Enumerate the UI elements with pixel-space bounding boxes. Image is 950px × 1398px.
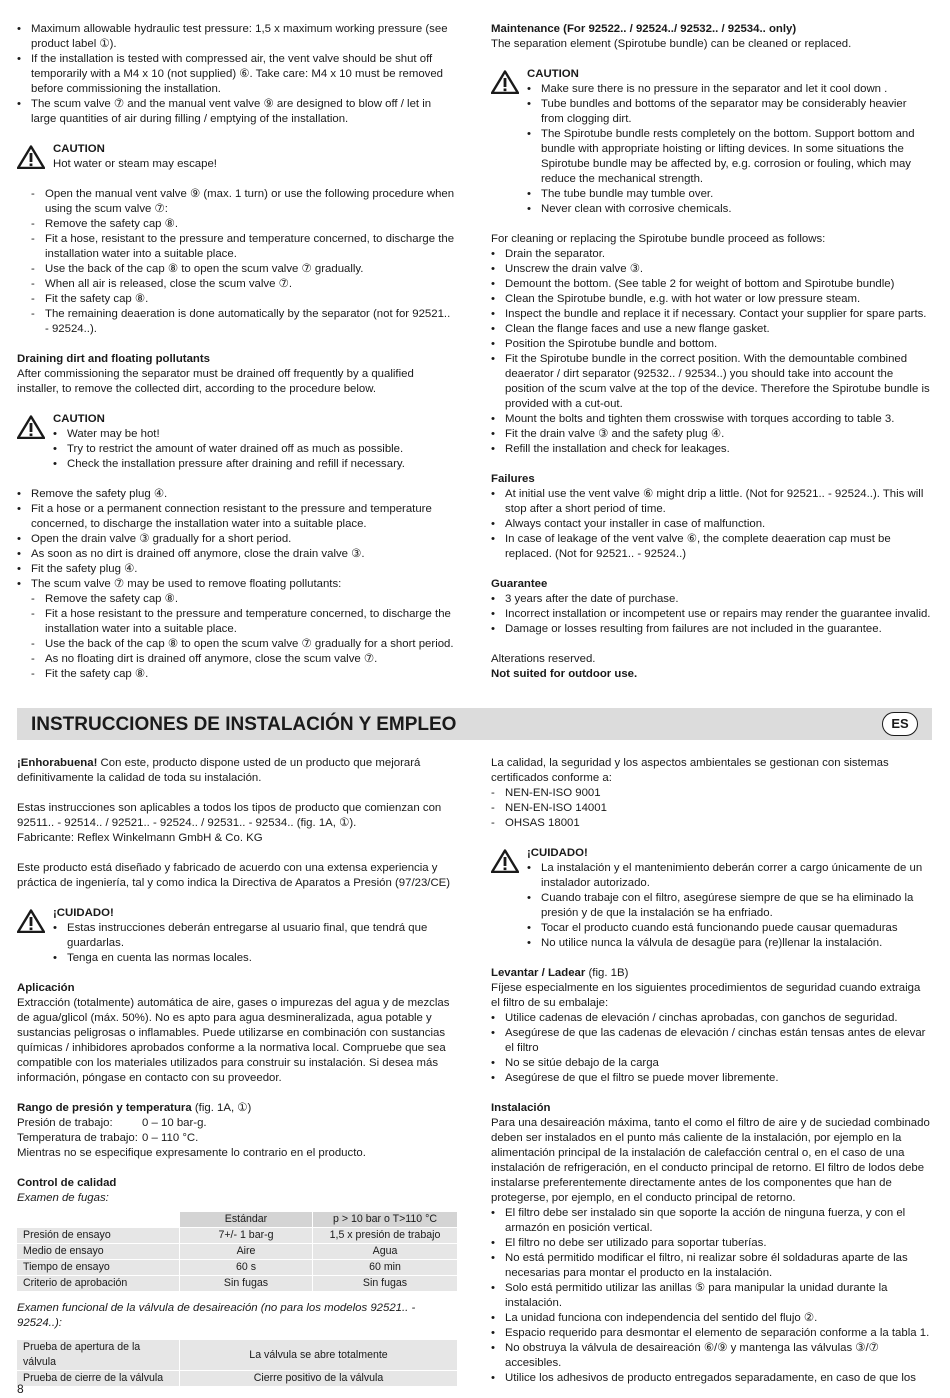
caution-block bbox=[491, 846, 932, 951]
paragraph: After commissioning the separator must be drained off frequently by a qualified installer, to remove the collected dirt, according to the procedure below. bbox=[17, 368, 414, 395]
paragraph: Este producto está diseñado y fabricado de acuerdo con una extensa experiencia y práctica de ingeniería, tal y como indica la Directiva de Aparatos a Presión (97/23/CE) bbox=[17, 862, 451, 889]
list-item: • Tube bundles and bottoms of the separator may be considerably heavier from clogging dirt. bbox=[527, 98, 907, 125]
subheading: Examen de fugas: bbox=[17, 1192, 109, 1204]
section-heading: Guarantee bbox=[491, 578, 548, 590]
paragraph: Mientras no se especifique expresamente lo contrario en el producto. bbox=[17, 1147, 366, 1159]
section-heading: Maintenance (For 92522.. / 92524../ 92532.. / 92534.. only) bbox=[491, 23, 797, 35]
list-item: • Espacio requerido para desmontar el elemento de separación conforme a la tabla 1. bbox=[491, 1327, 930, 1339]
list-item: • Clean the Spirotube bundle, e.g. with hot water or low pressure steam. bbox=[491, 293, 861, 305]
caution-title: CAUTION bbox=[527, 68, 579, 80]
list-item: • Open the drain valve ③ gradually for a short period. bbox=[17, 533, 292, 545]
table-row bbox=[17, 1244, 457, 1260]
subheading: Examen funcional de la válvula de desaireación (no para los modelos 92521.. - 92524..): bbox=[17, 1302, 416, 1329]
list-item: • Water may be hot! bbox=[53, 428, 160, 440]
section-heading: Failures bbox=[491, 473, 535, 485]
caution-text: Hot water or steam may escape! bbox=[53, 158, 217, 170]
list-item: • If the installation is tested with compressed air, the vent valve should be shut off temporarily with a M4 x 10 (not supplied) ⑥. Take care: M4 x 10 must be removed before commissioning the installation. bbox=[17, 53, 444, 95]
table-cell: Prueba de cierre de la válvula bbox=[17, 1371, 180, 1387]
list-item: • Never clean with corrosive chemicals. bbox=[527, 203, 732, 215]
list-item: - The remaining deaeration is done automatically by the separator (not for 92521.. - 92524..). bbox=[31, 308, 451, 335]
banner-title: INSTRUCCIONES DE INSTALACIÓN Y EMPLEO bbox=[31, 714, 457, 735]
paragraph: Extracción (totalmente) automática de aire, gases o impurezas del agua y de mezclas de agua/glicol (máx. 50%). No es apto para agua desmineralizada, agua potable y sustancias peligrosas o inflamables. Puede utilizarse en combinación con sustancias químicas / inhibidores aprobados conforme a la normativa local. Compruebe que sea compatible con los materiales utilizados para construir su instalación. Si desea más información, póngase en contacto con su proveedor. bbox=[17, 997, 450, 1084]
list-item: • As soon as no dirt is drained off anymore, close the drain valve ③. bbox=[17, 548, 365, 560]
list-item: • Remove the safety plug ④. bbox=[17, 488, 168, 500]
paragraph: ¡Enhorabuena! Con este, producto dispone usted de un producto que mejorará definitivamente la calidad de toda su instalación. bbox=[17, 757, 421, 784]
list-item: • El filtro debe ser instalado sin que soporte la acción de ninguna fuerza, y con el armazón en posición vertical. bbox=[491, 1207, 906, 1234]
list-item: • The scum valve ⑦ may be used to remove floating pollutants: bbox=[17, 578, 342, 590]
table-cell: p > 10 bar o T>110 °C bbox=[313, 1212, 458, 1228]
warning-icon bbox=[17, 909, 45, 933]
list-item: • Drain the separator. bbox=[491, 248, 606, 260]
section-heading: Draining dirt and floating pollutants bbox=[17, 353, 210, 365]
table-cell: 1,5 x presión de trabajo bbox=[313, 1228, 458, 1244]
paragraph: Fabricante: Reflex Winkelmann GmbH & Co. KG bbox=[17, 832, 263, 844]
table-row bbox=[17, 1276, 457, 1292]
table-row bbox=[17, 1340, 457, 1371]
table-cell: Sin fugas bbox=[180, 1276, 313, 1292]
table-row bbox=[17, 1260, 457, 1276]
english-right-column bbox=[491, 22, 932, 682]
table-cell: 7+/- 1 bar-g bbox=[180, 1228, 313, 1244]
list-item: • In case of leakage of the vent valve ⑥, the complete deaeration cap must be replaced. (Not for 92521.. - 92524..) bbox=[491, 533, 891, 560]
language-badge: ES bbox=[882, 712, 918, 736]
section-banner bbox=[17, 708, 932, 740]
table-cell: Presión de ensayo bbox=[17, 1228, 180, 1244]
section-heading: Aplicación bbox=[17, 982, 75, 994]
paragraph: La calidad, la seguridad y los aspectos ambientales se gestionan con sistemas certificados conforme a: bbox=[491, 757, 889, 784]
page-number: 8 bbox=[17, 1382, 24, 1396]
warning-icon bbox=[491, 70, 519, 94]
caution-block bbox=[491, 67, 932, 217]
list-item: - Open the manual vent valve ⑨ (max. 1 turn) or use the following procedure when using the scum valve ⑦: bbox=[31, 188, 455, 215]
list-item: • No obstruya la válvula de desaireación ⑥/⑨ y mantenga las válvulas ③/⑦ accesibles. bbox=[491, 1342, 879, 1369]
list-item: • The Spirotube bundle rests completely on the bottom. Support bottom and bundle with appropriate hoisting or lifting devices. In some situations the Spirotube bundle may be affected by, e.g. corrosion or fouling, which may reduce the mechanical strength. bbox=[527, 128, 915, 185]
list-item: • Fit the drain valve ③ and the safety plug ④. bbox=[491, 428, 725, 440]
list-item: - As no floating dirt is drained off anymore, close the scum valve ⑦. bbox=[31, 653, 378, 665]
table-cell: Criterio de aprobación bbox=[17, 1276, 180, 1292]
table-header-row bbox=[17, 1212, 457, 1228]
list-item: - Use the back of the cap ⑧ to open the scum valve ⑦ gradually. bbox=[31, 263, 364, 275]
list-item: • No se sitúe debajo de la carga bbox=[491, 1057, 659, 1069]
list-item: • Estas instrucciones deberán entregarse al usuario final, que tendrá que guardarlas. bbox=[53, 922, 428, 949]
list-item: • Asegúrese de que el filtro se puede mover libremente. bbox=[491, 1072, 779, 1084]
table-row bbox=[17, 1228, 457, 1244]
spec-row: Temperatura de trabajo: 0 – 110 °C. bbox=[17, 1132, 199, 1144]
leak-test-table bbox=[17, 1212, 457, 1292]
table-row bbox=[17, 1371, 457, 1387]
list-item: • Make sure there is no pressure in the separator and let it cool down . bbox=[527, 83, 888, 95]
list-item: - Fit the safety cap ⑧. bbox=[31, 668, 149, 680]
list-item: • Fit the Spirotube bundle in the correct position. With the demountable combined deaerator / dirt separator (92532.. / 92534..) you should take into account the position of the scum valve at the top of the device. Therefore the Spirotube bundle is provided with a cut-out. bbox=[491, 353, 930, 410]
list-item: • Mount the bolts and tighten them crosswise with torques according to table 3. bbox=[491, 413, 895, 425]
caution-block bbox=[17, 906, 457, 966]
list-item: • Fit a hose or a permanent connection resistant to the pressure and temperature concerned, to discharge the installation water into a suitable place. bbox=[17, 503, 432, 530]
paragraph: Not suited for outdoor use. bbox=[491, 668, 638, 680]
list-item: - Use the back of the cap ⑧ to open the scum valve ⑦ gradually for a short period. bbox=[31, 638, 454, 650]
section-heading: Rango de presión y temperatura (fig. 1A, ①) bbox=[17, 1102, 252, 1114]
spec-row: Presión de trabajo: 0 – 10 bar-g. bbox=[17, 1117, 207, 1129]
paragraph: Fíjese especialmente en los siguientes procedimientos de seguridad cuando extraiga el filtro de su embalaje: bbox=[491, 982, 921, 1009]
list-item: - Remove the safety cap ⑧. bbox=[31, 218, 179, 230]
paragraph: For cleaning or replacing the Spirotube bundle proceed as follows: bbox=[491, 233, 826, 245]
list-item: • Fit the safety plug ④. bbox=[17, 563, 138, 575]
list-item: • Utilice los adhesivos de producto entregados separadamente, en caso de que los bbox=[491, 1372, 916, 1384]
list-item: • El filtro no debe ser utilizado para soportar tuberías. bbox=[491, 1237, 767, 1249]
warning-icon bbox=[491, 849, 519, 873]
list-item: • Demount the bottom. (See table 2 for weight of bottom and Spirotube bundle) bbox=[491, 278, 895, 290]
caution-block bbox=[17, 142, 457, 172]
valve-test-table bbox=[17, 1340, 457, 1387]
spanish-left-column bbox=[17, 756, 457, 1387]
list-item: • No está permitido modificar el filtro, ni realizar sobre él soldaduras aparte de las necesarias para montar el producto en la instalación. bbox=[491, 1252, 908, 1279]
table-cell: 60 min bbox=[313, 1260, 458, 1276]
paragraph: The separation element (Spirotube bundle) can be cleaned or replaced. bbox=[491, 38, 852, 50]
list-item: • Unscrew the drain valve ③. bbox=[491, 263, 644, 275]
table-cell: La válvula se abre totalmente bbox=[180, 1340, 458, 1371]
table-cell: 60 s bbox=[180, 1260, 313, 1276]
caution-title: CAUTION bbox=[53, 143, 105, 155]
section-heading: Instalación bbox=[491, 1102, 551, 1114]
warning-icon bbox=[17, 415, 45, 439]
paragraph: Estas instrucciones son aplicables a todos los tipos de producto que comienzan con 92511.. - 92514.. / 92521.. - 92524.. / 92531.. - 92534.. (fig. 1A, ①). bbox=[17, 802, 442, 829]
warning-icon bbox=[17, 145, 45, 169]
list-item: - NEN-EN-ISO 9001 bbox=[491, 787, 601, 799]
table-cell: Estándar bbox=[180, 1212, 313, 1228]
table-cell: Cierre positivo de la válvula bbox=[180, 1371, 458, 1387]
list-item: • Solo está permitido utilizar las anillas ⑤ para manipular la unidad durante la instalación. bbox=[491, 1282, 888, 1309]
caution-title: ¡CUIDADO! bbox=[527, 847, 588, 859]
list-item: - OHSAS 18001 bbox=[491, 817, 580, 829]
list-item: - Fit a hose resistant to the pressure and temperature concerned, to discharge the installation water into a suitable place. bbox=[31, 608, 451, 635]
list-item: • La unidad funciona con independencia del sentido del flujo ②. bbox=[491, 1312, 818, 1324]
table-cell: Agua bbox=[313, 1244, 458, 1260]
caution-title: ¡CUIDADO! bbox=[53, 907, 114, 919]
list-item: • No utilice nunca la válvula de desagüe para (re)llenar la instalación. bbox=[527, 937, 883, 949]
list-item: • Clean the flange faces and use a new flange gasket. bbox=[491, 323, 770, 335]
table-cell: Aire bbox=[180, 1244, 313, 1260]
table-cell: Sin fugas bbox=[313, 1276, 458, 1292]
list-item: • Asegúrese de que las cadenas de elevación / cinchas están tensas antes de elevar el filtro bbox=[491, 1027, 926, 1054]
list-item: • Damage or losses resulting from failures are not included in the guarantee. bbox=[491, 623, 882, 635]
list-item: • The scum valve ⑦ and the manual vent valve ⑨ are designed to blow off / let in large quantities of air during filling / emptying of the installation. bbox=[17, 98, 432, 125]
list-item: • Incorrect installation or incompetent use or repairs may render the guarantee invalid. bbox=[491, 608, 931, 620]
list-item: • Try to restrict the amount of water drained off as much as possible. bbox=[53, 443, 404, 455]
list-item: • Cuando trabaje con el filtro, asegúrese siempre de que se ha eliminado la presión y de que la instalación se ha enfriado. bbox=[527, 892, 914, 919]
table-cell: Prueba de apertura de la válvula bbox=[17, 1340, 180, 1371]
paragraph: Para una desaireación máxima, tanto el como el filtro de aire y de suciedad combinado deben ser instalados en el punto más caliente de la instalación, por ejemplo en la alimentación principal de la instalación de calefacción central o, en el caso de una instalación de refrigeración, en el conducto principal de retorno. El filtro de lodos debe instalarse preferentemente directamente antes de los componentes que han de protegerse, por ejemplo, en el conducto principal de retorno. bbox=[491, 1117, 930, 1204]
spanish-right-column bbox=[491, 756, 932, 1386]
caution-block bbox=[17, 412, 457, 472]
list-item: • Inspect the bundle and replace it if necessary. Contact your supplier for spare parts. bbox=[491, 308, 927, 320]
list-item: • Refill the installation and check for leakages. bbox=[491, 443, 730, 455]
list-item: • Tenga en cuenta las normas locales. bbox=[53, 952, 252, 964]
list-item: - NEN-EN-ISO 14001 bbox=[491, 802, 607, 814]
list-item: • Always contact your installer in case of malfunction. bbox=[491, 518, 766, 530]
section-heading: Control de calidad bbox=[17, 1177, 117, 1189]
list-item: • The tube bundle may tumble over. bbox=[527, 188, 714, 200]
english-left-column bbox=[17, 22, 457, 682]
table-cell: Medio de ensayo bbox=[17, 1244, 180, 1260]
list-item: • Check the installation pressure after draining and refill if necessary. bbox=[53, 458, 405, 470]
table-cell: Tiempo de ensayo bbox=[17, 1260, 180, 1276]
section-heading: Levantar / Ladear (fig. 1B) bbox=[491, 967, 629, 979]
list-item: • At initial use the vent valve ⑥ might drip a little. (Not for 92521.. - 92524..). This will stop after a short period of time. bbox=[491, 488, 924, 515]
paragraph: Alterations reserved. bbox=[491, 653, 596, 665]
table-cell bbox=[17, 1212, 180, 1228]
list-item: - Fit the safety cap ⑧. bbox=[31, 293, 149, 305]
caution-title: CAUTION bbox=[53, 413, 105, 425]
list-item: - When all air is released, close the scum valve ⑦. bbox=[31, 278, 292, 290]
list-item: • Maximum allowable hydraulic test pressure: 1,5 x maximum working pressure (see product label ①). bbox=[17, 23, 448, 50]
list-item: • 3 years after the date of purchase. bbox=[491, 593, 679, 605]
list-item: • Tocar el producto cuando está funcionando puede causar quemaduras bbox=[527, 922, 898, 934]
list-item: - Fit a hose, resistant to the pressure and temperature concerned, to discharge the installation water into a suitable place. bbox=[31, 233, 455, 260]
list-item: • La instalación y el mantenimiento deberán correr a cargo únicamente de un instalador autorizado. bbox=[527, 862, 923, 889]
list-item: • Position the Spirotube bundle and bottom. bbox=[491, 338, 718, 350]
list-item: - Remove the safety cap ⑧. bbox=[31, 593, 179, 605]
list-item: • Utilice cadenas de elevación / cinchas aprobadas, con ganchos de seguridad. bbox=[491, 1012, 898, 1024]
